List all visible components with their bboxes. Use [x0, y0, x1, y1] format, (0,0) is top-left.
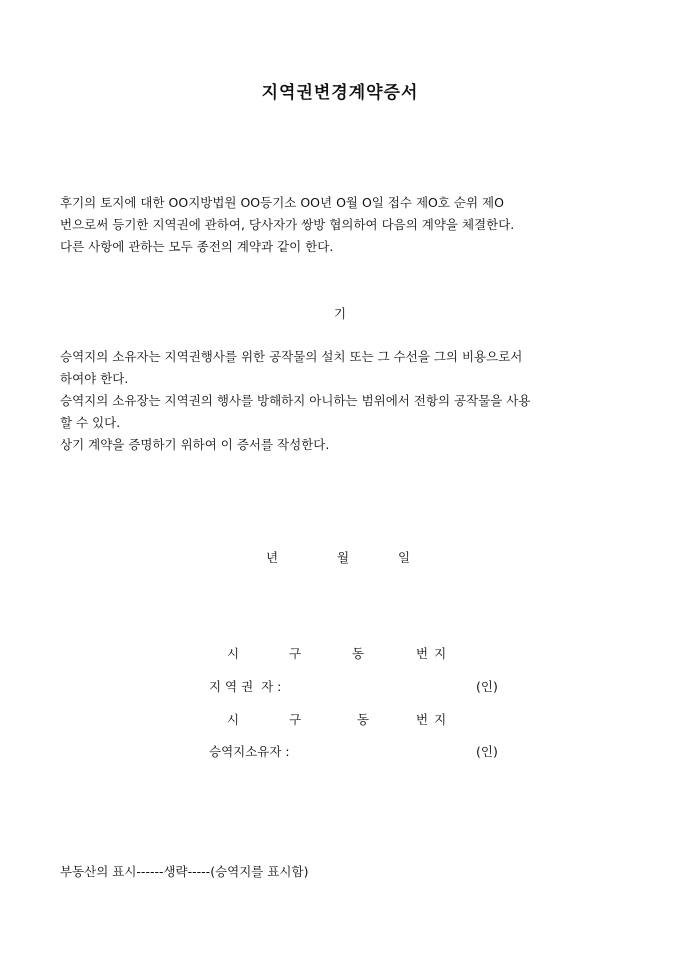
- date-month-label: 월: [337, 550, 350, 565]
- intro-line: 다른 사항에 관하는 모두 종전의 계약과 같이 한다.: [60, 239, 334, 254]
- ki-heading: 기: [333, 306, 347, 321]
- date-line: [0, 548, 680, 570]
- document-title: 지역권변경계약증서: [261, 83, 419, 103]
- address-line-1: [0, 644, 680, 666]
- clause-line: 할 수 있다.: [60, 415, 121, 430]
- address-beonji-label: 번지: [416, 712, 453, 727]
- address-line-2: [0, 710, 680, 732]
- address-beonji-label: 번지: [416, 646, 453, 661]
- property-description-footer: 부동산의 표시------생략-----(승역지를 표시함): [60, 864, 309, 879]
- address-dong-label: 동: [352, 646, 365, 661]
- owner-seal: (인): [476, 744, 498, 759]
- owner-label: 승역지소유자 :: [209, 744, 290, 759]
- address-gu-label: 구: [289, 646, 302, 661]
- address-dong-label: 동: [357, 712, 370, 727]
- date-day-label: 일: [398, 550, 411, 565]
- address-si-label: 시: [227, 712, 240, 727]
- address-si-label: 시: [227, 646, 240, 661]
- clause-paragraph: [60, 346, 625, 456]
- holder-label: 지 역 권 자 :: [209, 679, 282, 694]
- holder-seal: (인): [476, 679, 498, 694]
- clause-line: 상기 계약을 증명하기 위하여 이 증서를 작성한다.: [60, 437, 330, 452]
- intro-paragraph: [60, 192, 625, 258]
- intro-line: 후기의 토지에 대한 OO지방법원 OO등기소 OO년 O월 O일 접수 제O호 순위 제O: [60, 195, 504, 210]
- intro-line: 번으로써 등기한 지역권에 관하여, 당사자가 쌍방 협의하여 다음의 계약을 체결한다.: [60, 217, 515, 232]
- address-gu-label: 구: [289, 712, 302, 727]
- clause-line: 승역지의 소유장는 지역권의 행사를 방해하지 아니하는 범위에서 전항의 공작물을 사용: [60, 393, 531, 408]
- date-year-label: 년: [266, 550, 279, 565]
- owner-line: [0, 742, 680, 764]
- clause-line: 승역지의 소유자는 지역권행사를 위한 공작물의 설치 또는 그 수선을 그의 비용으로서: [60, 349, 523, 364]
- holder-line: [0, 677, 680, 699]
- clause-line: 하여야 한다.: [60, 371, 129, 386]
